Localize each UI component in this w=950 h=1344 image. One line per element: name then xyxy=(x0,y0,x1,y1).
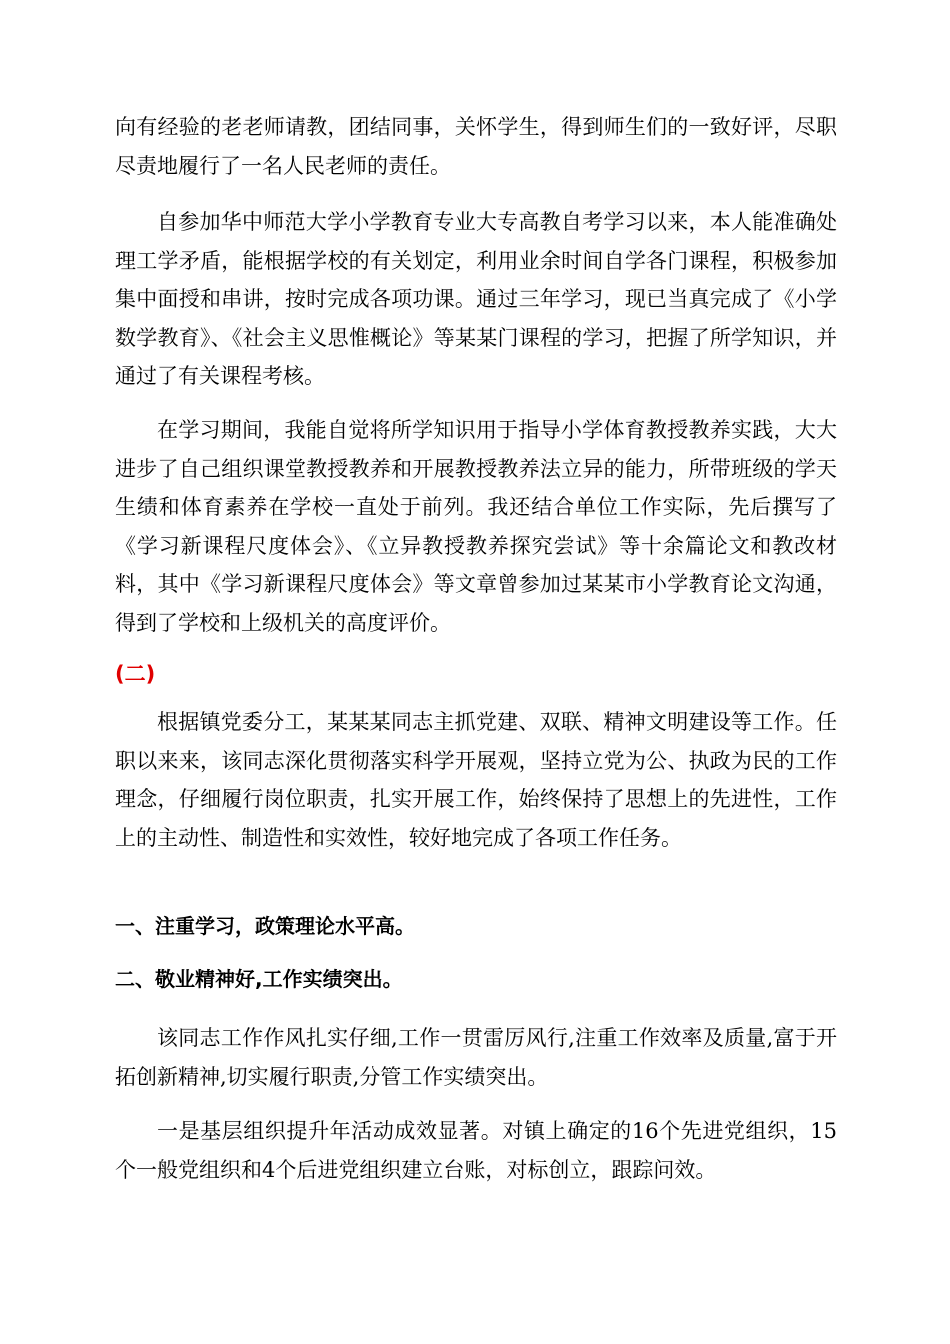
paragraph-self-study: 自参加华中师范大学小学教育专业大专高教自考学习以来，本人能准确处理工学矛盾，能根据学校的有关划定，利用业余时间自学各门课程，积极参加集中面授和串讲，按时完成各项功课。通过三年学习，现已当真完成了《小学数学教育》、《社会主义思惟概论》等某某门课程的学习，把握了所学知识，并通过了有关课程考核。 xyxy=(115,210,837,389)
heading-study-policy: 一、注重学习，政策理论水平高。 xyxy=(115,914,415,938)
section-two-label: (二) xyxy=(115,662,156,686)
paragraph-continuation: 向有经验的老老师请教，团结同事，关怀学生，得到师生们的一致好评，尽职尽责地履行了一名人民老师的责任。 xyxy=(115,115,837,178)
paragraph-party-work: 根据镇党委分工，某某某同志主抓党建、双联、精神文明建设等工作。任职以来来，该同志深化贯彻落实科学开展观，坚持立党为公、执政为民的工作理念，仔细履行岗位职责，扎实开展工作，始终保持了思想上的先进性，工作上的主动性、制造性和实效性，较好地完成了各项工作任务。 xyxy=(115,710,837,850)
paragraph-grassroots: 一是基层组织提升年活动成效显著。对镇上确定的16个先进党组织，15个一般党组织和4个后进党组织建立台账，对标创立，跟踪问效。 xyxy=(115,1119,837,1182)
heading-dedication: 二、敬业精神好,工作实绩突出。 xyxy=(115,967,403,991)
paragraph-work-style: 该同志工作作风扎实仔细,工作一贯雷厉风行,注重工作效率及质量,富于开拓创新精神,切实履行职责,分管工作实绩突出。 xyxy=(115,1026,837,1089)
paragraph-teaching-practice: 在学习期间，我能自觉将所学知识用于指导小学体育教授教养实践，大大进步了自己组织课堂教授教养和开展教授教养法立异的能力，所带班级的学天生绩和体育素养在学校一直处于前列。我还结合单位工作实际，先后撰写了《学习新课程尺度体会》、《立异教授教养探究尝试》等十余篇论文和教改材料，其中《学习新课程尺度体会》等文章曾参加过某某市小学教育论文沟通，得到了学校和上级机关的高度评价。 xyxy=(115,418,837,635)
